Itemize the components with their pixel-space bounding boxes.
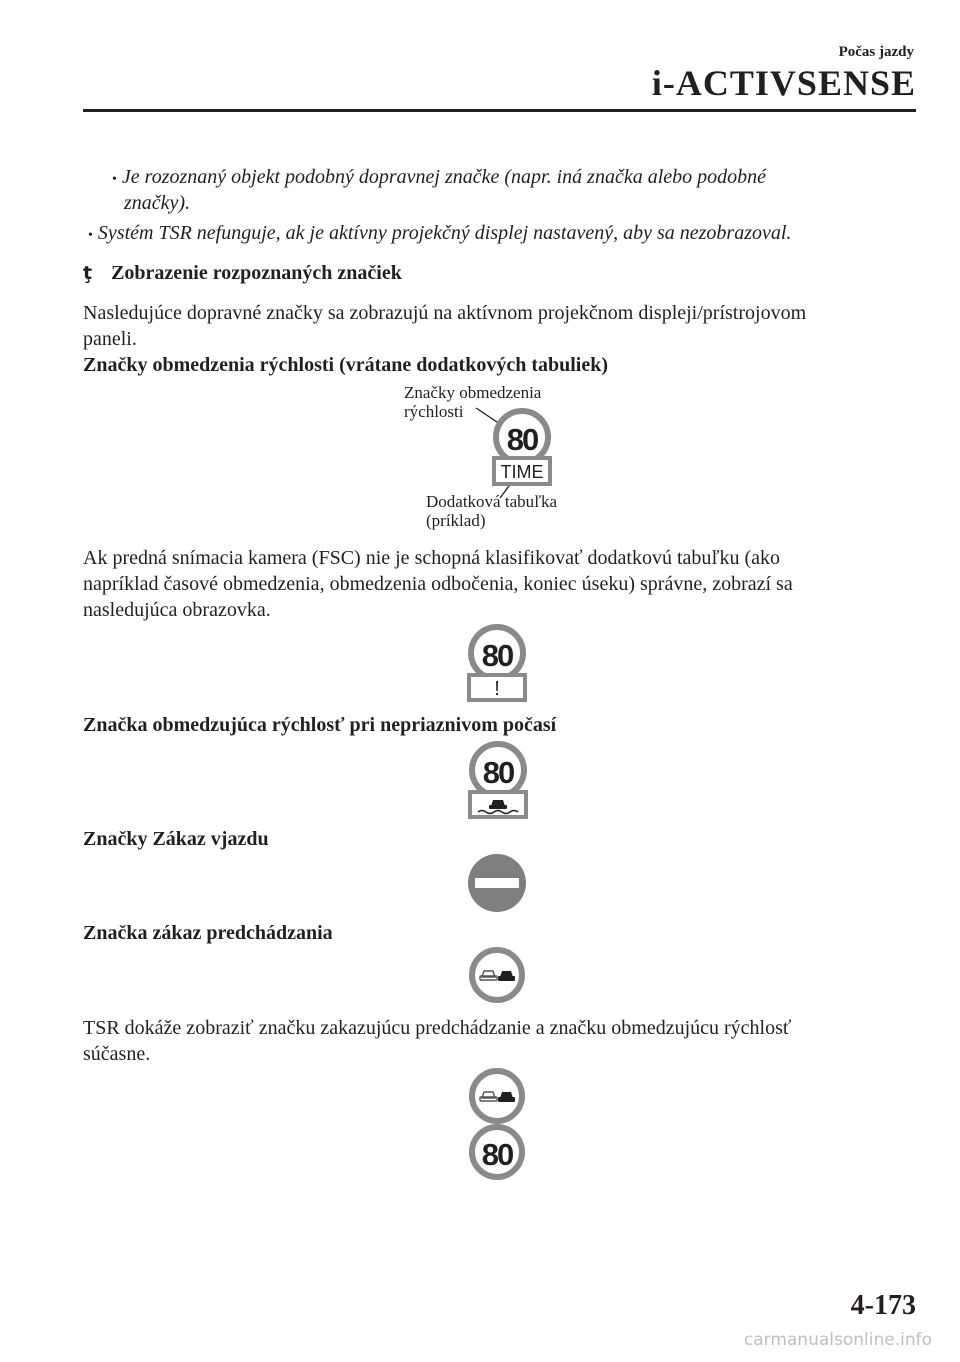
weather-speed-sign bbox=[460, 740, 540, 822]
combined-signs bbox=[462, 1066, 534, 1184]
label-plate-line2: (príklad) bbox=[426, 511, 486, 530]
intro-line2: paneli. bbox=[83, 328, 137, 350]
fsc-line1: Ak predná snímacia kamera (FSC) nie je schopná klasifikovať dodatkovú tabuľku (ako bbox=[83, 547, 781, 569]
time-plate-text: TIME bbox=[500, 462, 544, 482]
sign-ring bbox=[472, 950, 522, 1000]
section-heading bbox=[83, 260, 402, 286]
fsc-line2: napríklad časové obmedzenia, obmedzenia odbočenia, koniec úseku) správne, zobrazí sa bbox=[83, 573, 793, 595]
label-speed-sign-line2: rýchlosti bbox=[404, 402, 464, 421]
section-heading-text: Zobrazenie rozpoznaných značiek bbox=[111, 262, 402, 284]
no-entry-sign bbox=[465, 853, 529, 917]
no-overtaking-heading: Značka zákaz predchádzania bbox=[83, 922, 333, 944]
unclassified-plate-sign bbox=[460, 622, 540, 704]
exclamation-plate-text: ! bbox=[494, 678, 500, 700]
sign-ring bbox=[472, 1071, 522, 1121]
label-plate-line1: Dodatková tabuľka bbox=[426, 492, 558, 511]
header-chapter-title: i-ACTIVSENSE bbox=[651, 63, 916, 103]
fsc-line3: nasledujúca obrazovka. bbox=[83, 599, 271, 621]
no-overtaking-sign bbox=[465, 945, 529, 1009]
speed-sign-number: 80 bbox=[506, 422, 538, 457]
intro-line1: Nasledujúce dopravné značky sa zobrazujú na aktívnom projekčnom displeji/prístrojovom bbox=[83, 302, 807, 324]
watermark: carmanualsonline.info bbox=[743, 1330, 932, 1350]
speed-limit-figure bbox=[400, 380, 600, 540]
combined-line1: TSR dokáže zobraziť značku zakazujúcu predchádzanie a značku obmedzujúcu rýchlosť bbox=[83, 1017, 792, 1039]
bullet bbox=[88, 220, 791, 249]
bullet-dot: • bbox=[88, 228, 93, 243]
sub-bullet-line2: značky). bbox=[124, 192, 191, 214]
combined-line2: súčasne. bbox=[83, 1043, 151, 1065]
sub-bullet-line1: Je rozoznaný objekt podobný dopravnej značke (napr. iná značka alebo podobné bbox=[121, 166, 767, 188]
speed-limit-heading: Značky obmedzenia rýchlosti (vrátane dodatkových tabuliek) bbox=[83, 354, 609, 376]
label-speed-sign-line1: Značky obmedzenia bbox=[404, 383, 542, 402]
header-rule bbox=[83, 109, 916, 112]
no-entry-bar bbox=[475, 878, 519, 888]
bullet-line1: Systém TSR nefunguje, ak je aktívny projekčný displej nastavený, aby sa nezobrazoval. bbox=[97, 222, 792, 244]
leader-line-sign bbox=[476, 408, 500, 424]
speed-sign-number: 80 bbox=[481, 638, 513, 673]
sub-bullet bbox=[112, 164, 766, 193]
no-entry-heading: Značky Zákaz vjazdu bbox=[83, 828, 269, 850]
weather-heading: Značka obmedzujúca rýchlosť pri nepriaznivom počasí bbox=[83, 714, 557, 736]
section-marker: ţ bbox=[83, 262, 93, 284]
bullet-dot: • bbox=[112, 172, 117, 187]
header-section-label: Počas jazdy bbox=[838, 44, 914, 60]
page-number: 4-173 bbox=[850, 1290, 916, 1321]
speed-sign-number: 80 bbox=[482, 755, 514, 790]
speed-sign-number: 80 bbox=[481, 1137, 513, 1172]
